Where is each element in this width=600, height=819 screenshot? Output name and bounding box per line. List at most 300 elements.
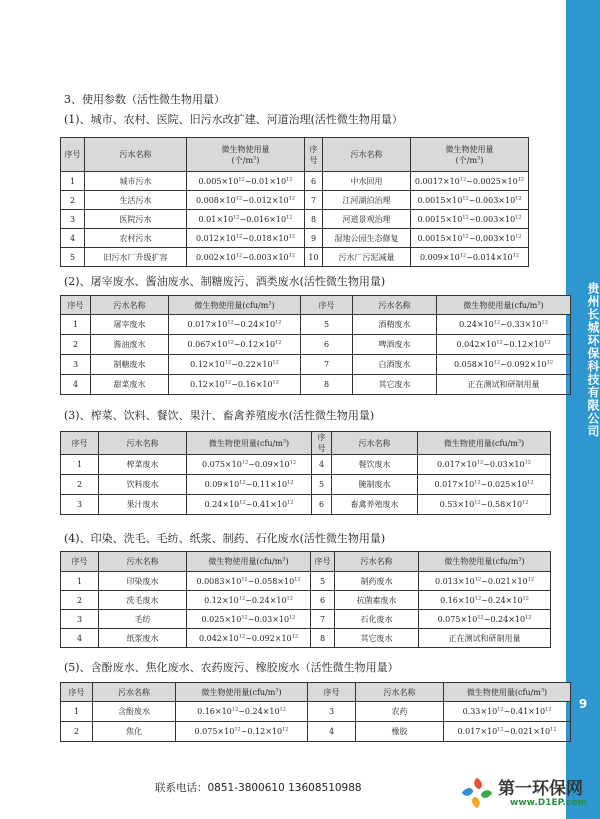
wastewater-name: 湿地公园生态修复	[323, 229, 411, 248]
table-title: (4)、印染、洗毛、毛纺、纸浆、制药、石化废水(活性微生物用量)	[64, 532, 386, 545]
usage-value	[418, 475, 551, 495]
exponent: 12	[525, 613, 532, 620]
unit-close: )	[278, 687, 282, 697]
wastewater-name: 果汁废水	[99, 495, 187, 515]
usage-unit: (个/m	[231, 155, 254, 165]
col-name: 污水名称	[323, 138, 411, 172]
usage-label: 微生物使用量	[445, 144, 494, 154]
exponent: 12	[462, 213, 469, 220]
row-number: 8	[311, 629, 335, 648]
row-number: 10	[305, 248, 323, 267]
usage-min: 0.0015×10	[417, 195, 463, 205]
usage-max: ~0.12×10	[233, 340, 276, 349]
table-row	[61, 210, 529, 229]
table-row	[61, 191, 529, 210]
exponent: 12	[545, 706, 552, 713]
usage-label: 微生物使用量(cfu/m	[194, 300, 269, 310]
exponent: 12	[522, 499, 529, 506]
unit-exponent: 3	[517, 437, 522, 444]
wastewater-name: 旧污水厂升级扩容	[85, 248, 187, 267]
wastewater-name: 制糖废水	[91, 355, 169, 375]
usage-text: 正在测试和研制用量	[448, 633, 521, 643]
row-number: 5	[301, 315, 353, 335]
usage-table	[60, 431, 551, 515]
row-number: 1	[61, 702, 93, 722]
row-number: 6	[301, 335, 353, 355]
col-name: 污水名称	[99, 432, 187, 455]
table-row	[61, 610, 551, 629]
usage-value	[187, 455, 312, 475]
exponent: 12	[227, 339, 234, 346]
usage-value	[437, 355, 571, 375]
exponent: 12	[462, 232, 469, 239]
header-row	[61, 296, 571, 315]
wastewater-name: 甜菜废水	[91, 375, 169, 395]
exponent: 12	[286, 175, 293, 182]
table-row	[61, 702, 571, 722]
exponent: 12	[241, 459, 249, 466]
exponent: 12	[517, 175, 525, 182]
usage-min: 0.075×10	[194, 727, 235, 736]
usage-min: 0.0015×10	[417, 233, 463, 243]
wastewater-name: 其它废水	[353, 375, 437, 395]
usage-value	[187, 210, 305, 229]
col-name: 污水名称	[335, 552, 419, 572]
usage-label: 微生物使用量(cfu/m	[444, 557, 519, 566]
exponent: 12	[272, 359, 279, 366]
usage-min: 0.013×10	[434, 576, 475, 586]
usage-value	[187, 475, 312, 495]
usage-min: 0.025×10	[201, 614, 242, 624]
unit-exponent: 3	[282, 556, 286, 563]
usage-max: ~0.12×10	[240, 727, 283, 736]
exponent: 12	[541, 319, 548, 326]
usage-min: 0.042×10	[198, 633, 239, 643]
row-number: 9	[305, 229, 323, 248]
exponent: 12	[550, 726, 557, 733]
col-usage	[187, 432, 312, 455]
table-title: (5)、含酚废水、焦化废水、农药废污、橡胶废水（活性微生物用量）	[64, 661, 399, 674]
exponent: 12	[459, 175, 467, 182]
table-row	[61, 722, 571, 742]
col-seq: 序号	[311, 552, 335, 572]
exponent: 12	[224, 359, 232, 366]
wastewater-name: 污水厂污泥减量	[323, 248, 411, 267]
company-name: 贵州长城环保科技有限公司	[586, 282, 600, 438]
row-number: 6	[311, 591, 335, 610]
exponent: 12	[235, 232, 243, 239]
usage-min: 0.067×10	[187, 340, 228, 349]
col-seq: 序号	[61, 432, 99, 455]
exponent: 12	[512, 251, 520, 258]
exponent: 12	[289, 459, 296, 466]
usage-value	[187, 629, 311, 648]
exponent: 12	[474, 594, 482, 601]
col-usage	[419, 552, 551, 572]
usage-min: 0.017×10	[437, 460, 477, 469]
usage-min: 0.075×10	[202, 460, 242, 469]
usage-text: 正在测试和研制用量	[467, 380, 540, 389]
usage-max: ~0.22×10	[231, 360, 273, 369]
usage-label: 微生物使用量(cfu/m	[208, 557, 283, 566]
usage-min: 0.0017×10	[414, 176, 460, 186]
table-row	[61, 335, 571, 355]
usage-max: ~0.03×10	[247, 614, 290, 624]
exponent: 12	[497, 726, 504, 733]
exponent: 12	[493, 359, 501, 366]
wastewater-name: 酱油废水	[91, 335, 169, 355]
usage-label: 微生物使用量(cfu/m	[463, 300, 538, 310]
wastewater-name: 白酒废水	[353, 355, 437, 375]
exponent: 12	[546, 359, 554, 366]
usage-min: 0.012×10	[195, 233, 236, 243]
row-number: 6	[312, 495, 332, 515]
unit-close: )	[521, 438, 525, 448]
row-number: 7	[311, 610, 335, 629]
exponent: 12	[275, 319, 282, 326]
usage-max: ~0.016×10	[239, 214, 287, 224]
wastewater-name: 医院污水	[85, 210, 187, 229]
exponent: 12	[227, 319, 234, 326]
usage-value	[176, 702, 308, 722]
exponent: 12	[286, 213, 293, 220]
exponent: 12	[238, 632, 246, 639]
exponent: 12	[515, 213, 522, 220]
exponent: 12	[224, 379, 232, 386]
unit-close: )	[480, 155, 484, 165]
unit-close: )	[286, 438, 290, 448]
col-usage	[411, 138, 529, 172]
wastewater-name: 城市污水	[85, 172, 187, 191]
row-number: 7	[305, 191, 323, 210]
exponent: 12	[476, 459, 484, 466]
usage-min: 0.12×10	[190, 380, 225, 389]
col-name: 污水名称	[99, 552, 187, 572]
usage-value	[411, 172, 529, 191]
exponent: 12	[474, 499, 481, 506]
exponent: 12	[288, 194, 296, 201]
wastewater-name: 河道景观治理	[323, 210, 411, 229]
row-number: 5	[312, 475, 332, 495]
usage-value	[411, 229, 529, 248]
unit-close: )	[256, 155, 260, 165]
col-usage	[437, 296, 571, 315]
usage-max: ~0.014×10	[466, 252, 513, 262]
exponent: 12	[241, 613, 248, 620]
usage-table	[60, 137, 529, 267]
row-number: 4	[61, 375, 91, 395]
usage-label: 微生物使用量(cfu/m	[208, 438, 283, 448]
usage-max: ~0.092×10	[500, 360, 547, 369]
contact-phone: 联系电话：0851-3800610 13608510988	[155, 782, 362, 794]
usage-max: ~0.24×10	[233, 320, 276, 329]
usage-min: 0.0015×10	[417, 214, 463, 224]
usage-value	[437, 375, 571, 395]
usage-value	[169, 335, 301, 355]
usage-min: 0.12×10	[204, 595, 239, 605]
table-row	[61, 229, 529, 248]
usage-max: ~0.021×10	[503, 727, 551, 736]
col-seq: 序号	[61, 683, 93, 702]
usage-max: ~0.025×10	[480, 480, 528, 489]
exponent: 12	[287, 499, 294, 506]
row-number: 2	[61, 591, 99, 610]
wastewater-name: 中水回用	[323, 172, 411, 191]
usage-min: 0.16×10	[440, 595, 475, 605]
sidebar	[566, 0, 600, 819]
usage-value	[187, 495, 312, 515]
wastewater-name: 屠宰废水	[91, 315, 169, 335]
usage-min: 0.009×10	[419, 252, 460, 262]
usage-max: ~0.24×10	[245, 595, 287, 605]
row-number: 5	[61, 248, 85, 267]
col-usage	[444, 683, 571, 702]
usage-value	[187, 591, 311, 610]
col-seq: 序号	[61, 296, 91, 315]
usage-min: 0.24×10	[459, 320, 494, 329]
usage-min: 0.0083×10	[196, 576, 242, 586]
table-row	[61, 248, 529, 267]
col-usage	[418, 432, 551, 455]
usage-max: ~0.003×10	[468, 233, 516, 243]
exponent: 12	[288, 251, 296, 258]
usage-min: 0.53×10	[439, 500, 475, 509]
exponent: 12	[233, 213, 240, 220]
site-logo[interactable]	[458, 772, 587, 816]
row-number: 1	[61, 572, 99, 591]
usage-value	[187, 610, 311, 629]
exponent: 12	[497, 706, 504, 713]
usage-max: ~0.021×10	[481, 576, 528, 586]
usage-value	[419, 629, 551, 648]
usage-min: 0.33×10	[462, 707, 498, 716]
unit-exponent: 3	[275, 686, 279, 693]
usage-min: 0.017×10	[187, 320, 228, 329]
wastewater-name: 纸浆废水	[99, 629, 187, 648]
usage-min: 0.042×10	[456, 340, 497, 349]
usage-max: ~0.058×10	[247, 576, 295, 586]
usage-max: ~0.03×10	[483, 460, 525, 469]
row-number: 2	[61, 722, 93, 742]
col-name: 污水名称	[93, 683, 176, 702]
row-number: 8	[305, 210, 323, 229]
usage-value	[419, 610, 551, 629]
wastewater-name: 制药废水	[335, 572, 419, 591]
usage-max: ~0.0025×10	[466, 176, 518, 186]
usage-label: 微生物使用量	[221, 144, 270, 154]
wastewater-name: 腌制废水	[332, 475, 418, 495]
row-number: 2	[61, 475, 99, 495]
table-row	[61, 572, 551, 591]
exponent: 12	[234, 726, 241, 733]
wastewater-name: 农药	[356, 702, 444, 722]
usage-max: ~0.092×10	[245, 633, 292, 643]
logo-url: www.D1EP.com	[510, 798, 587, 808]
unit-exponent: 3	[282, 437, 287, 444]
usage-value	[437, 315, 571, 335]
usage-value	[418, 495, 551, 515]
usage-value	[437, 335, 571, 355]
wastewater-name: 石化废水	[335, 610, 419, 629]
exponent: 12	[291, 632, 299, 639]
exponent: 12	[279, 706, 286, 713]
unit-close: )	[544, 687, 548, 697]
table-row	[61, 591, 551, 610]
usage-value	[187, 191, 305, 210]
table-title: (3)、榨菜、饮料、餐饮、果汁、畜禽养殖废水(活性微生物用量)	[64, 409, 375, 422]
row-number: 8	[301, 375, 353, 395]
usage-max: ~0.41×10	[245, 500, 288, 509]
col-seq: 序号	[61, 552, 99, 572]
unit-exponent: 3	[477, 154, 481, 161]
col-seq: 序号	[312, 432, 332, 455]
usage-min: 0.075×10	[437, 614, 478, 624]
exponent: 12	[238, 594, 246, 601]
exponent: 12	[282, 726, 289, 733]
col-usage	[187, 138, 305, 172]
exponent: 12	[462, 194, 469, 201]
exponent: 12	[524, 459, 531, 466]
usage-max: ~0.01×10	[244, 176, 287, 186]
usage-min: 0.058×10	[453, 360, 494, 369]
row-number: 2	[61, 191, 85, 210]
header-row	[61, 552, 551, 572]
row-number: 3	[61, 210, 85, 229]
col-name: 污水名称	[91, 296, 169, 315]
row-number: 6	[305, 172, 323, 191]
usage-value	[176, 722, 308, 742]
exponent: 12	[527, 575, 535, 582]
logo-icon	[458, 774, 496, 812]
usage-label: 微生物使用量(cfu/m	[201, 687, 276, 697]
usage-min: 0.002×10	[195, 252, 236, 262]
exponent: 12	[241, 575, 248, 582]
wastewater-name: 餐饮废水	[332, 455, 418, 475]
row-number: 1	[61, 315, 91, 335]
row-number: 4	[61, 229, 85, 248]
usage-value	[187, 172, 305, 191]
col-usage	[169, 296, 301, 315]
col-name: 污水名称	[332, 432, 418, 455]
wastewater-name: 生活污水	[85, 191, 187, 210]
usage-min: 0.24×10	[204, 500, 240, 509]
row-number: 3	[308, 702, 356, 722]
exponent: 12	[496, 339, 503, 346]
usage-max: ~0.012×10	[242, 195, 289, 205]
table-row	[61, 475, 551, 495]
exponent: 12	[287, 479, 294, 486]
wastewater-name: 酒精废水	[353, 315, 437, 335]
unit-close: )	[521, 557, 525, 566]
usage-max: ~0.58×10	[480, 500, 523, 509]
header-row	[61, 683, 571, 702]
usage-value	[411, 210, 529, 229]
table-title: (1)、城市、农村、医院、旧污水改扩建、河道治理(活性微生物用量）	[64, 113, 403, 126]
wastewater-name: 焦化	[93, 722, 176, 742]
row-number: 3	[61, 610, 99, 629]
wastewater-name: 橡胶	[356, 722, 444, 742]
usage-value	[169, 315, 301, 335]
table-row	[61, 629, 551, 648]
exponent: 12	[286, 594, 293, 601]
row-number: 7	[301, 355, 353, 375]
row-number: 4	[61, 629, 99, 648]
usage-max: ~0.33×10	[500, 320, 542, 329]
usage-value	[419, 591, 551, 610]
col-seq: 序号	[61, 138, 85, 172]
unit-exponent: 3	[268, 299, 272, 306]
unit-close: )	[285, 557, 289, 566]
exponent: 12	[459, 251, 467, 258]
row-number: 3	[61, 355, 91, 375]
wastewater-name: 农村污水	[85, 229, 187, 248]
exponent: 12	[235, 251, 243, 258]
exponent: 12	[239, 479, 246, 486]
usage-max: ~0.24×10	[238, 707, 280, 716]
usage-max: ~0.41×10	[503, 707, 546, 716]
usage-max: ~0.11×10	[245, 480, 288, 489]
table-row	[61, 172, 529, 191]
col-name: 污水名称	[353, 296, 437, 315]
unit-close: )	[540, 300, 544, 310]
col-usage	[176, 683, 308, 702]
logo-name: 第一环保网	[498, 779, 583, 799]
usage-table	[60, 295, 571, 395]
wastewater-name: 榨菜废水	[99, 455, 187, 475]
usage-value	[169, 375, 301, 395]
wastewater-name: 江河湖泊治理	[323, 191, 411, 210]
exponent: 12	[544, 339, 551, 346]
exponent: 12	[527, 479, 534, 486]
exponent: 12	[474, 479, 481, 486]
wastewater-name: 含酚废水	[93, 702, 176, 722]
usage-unit: (个/m	[455, 155, 478, 165]
wastewater-name: 啤酒废水	[353, 335, 437, 355]
col-usage	[187, 552, 311, 572]
exponent: 12	[239, 499, 246, 506]
row-number: 4	[312, 455, 332, 475]
usage-table	[60, 551, 551, 648]
row-number: 1	[61, 455, 99, 475]
usage-max: ~0.003×10	[468, 195, 516, 205]
col-name: 污水名称	[356, 683, 444, 702]
exponent: 12	[288, 232, 296, 239]
table-row	[61, 355, 571, 375]
row-number: 5	[311, 572, 335, 591]
exponent: 12	[474, 575, 482, 582]
usage-label: 微生物使用量(cfu/m	[443, 438, 518, 448]
wastewater-name: 抗菌素废水	[335, 591, 419, 610]
exponent: 12	[515, 194, 522, 201]
usage-min: 0.005×10	[198, 176, 239, 186]
exponent: 12	[272, 379, 279, 386]
usage-min: 0.01×10	[198, 214, 234, 224]
exponent: 12	[493, 319, 501, 326]
row-number: 1	[61, 172, 85, 191]
header-row	[61, 138, 529, 172]
usage-value	[169, 355, 301, 375]
wastewater-name: 饮料废水	[99, 475, 187, 495]
wastewater-name: 畜禽养殖废水	[332, 495, 418, 515]
usage-value	[187, 229, 305, 248]
usage-max: ~0.24×10	[481, 595, 523, 605]
unit-exponent: 3	[540, 686, 545, 693]
exponent: 12	[515, 232, 522, 239]
usage-table	[60, 682, 571, 742]
table-title: (2)、屠宰废水、酱油废水、制糖废污、酒类废水(活性微生物用量)	[64, 275, 386, 288]
usage-value	[187, 572, 311, 591]
unit-exponent: 3	[518, 556, 522, 563]
